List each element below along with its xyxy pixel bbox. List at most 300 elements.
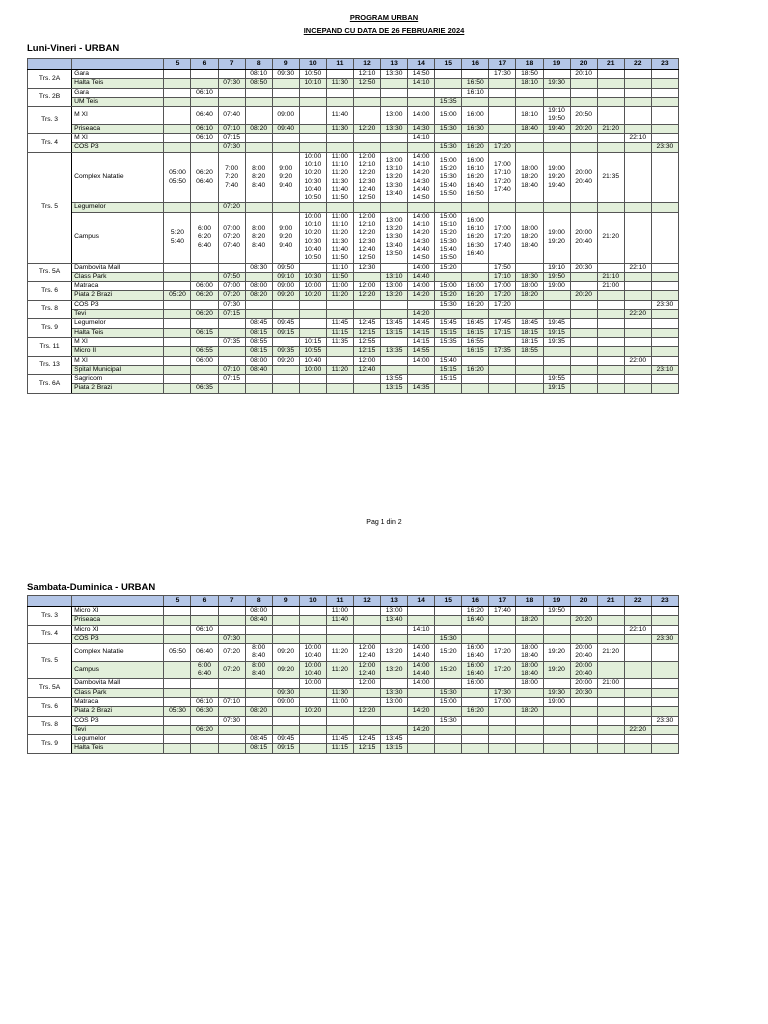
departure-time-cell [543, 365, 570, 374]
departure-time-cell [597, 300, 624, 309]
departure-time-cell [570, 282, 597, 291]
departure-time-cell: 19:30 [543, 688, 570, 697]
departure-time-cell [164, 725, 191, 734]
departure-time-cell [408, 688, 435, 697]
departure-time-cell: 14:00 [408, 263, 435, 272]
departure-time-cell: 16:20 [462, 143, 489, 152]
departure-time-cell: 15:30 [435, 716, 462, 725]
departure-time-cell: 12:00 [353, 356, 380, 365]
departure-time-cell: 17:00 17:10 17:20 17:40 [489, 152, 516, 203]
departure-time-cell [164, 688, 191, 697]
schedule-row [28, 319, 679, 328]
departure-time-cell: 12:45 [353, 735, 380, 744]
departure-time-cell [489, 716, 516, 725]
departure-time-cell [326, 134, 353, 143]
departure-time-cell [353, 697, 380, 706]
departure-time-cell: 15:00 15:20 15:30 15:40 15:50 [435, 152, 462, 203]
header-route-cell [28, 596, 72, 607]
departure-time-cell: 09:20 [272, 644, 299, 662]
departure-time-cell [597, 337, 624, 346]
stop-name: Legumelor [72, 319, 164, 328]
departure-time-cell [462, 725, 489, 734]
departure-time-cell: 15:20 [435, 644, 462, 662]
departure-time-cell: 16:15 [462, 328, 489, 337]
route-label: Trs. 13 [28, 356, 72, 375]
departure-time-cell [299, 88, 326, 97]
departure-time-cell: 15:30 [435, 124, 462, 133]
departure-time-cell [299, 616, 326, 625]
schedule-row [28, 107, 679, 125]
departure-time-cell [624, 152, 651, 203]
departure-time-cell: 13:35 [381, 347, 408, 356]
departure-time-cell [299, 634, 326, 643]
departure-time-cell [597, 263, 624, 272]
departure-time-cell: 17:40 [489, 607, 516, 616]
departure-time-cell: 16:20 [462, 365, 489, 374]
departure-time-cell: 14:00 [408, 282, 435, 291]
departure-time-cell [191, 616, 218, 625]
departure-time-cell: 07:15 [218, 310, 245, 319]
route-label: Trs. 5A [28, 263, 72, 282]
departure-time-cell [191, 607, 218, 616]
departure-time-cell [164, 300, 191, 309]
departure-time-cell: 14:10 [408, 625, 435, 634]
departure-time-cell: 06:00 [191, 356, 218, 365]
departure-time-cell [435, 616, 462, 625]
departure-time-cell: 06:20 06:40 [191, 152, 218, 203]
departure-time-cell [245, 143, 272, 152]
departure-time-cell [299, 744, 326, 753]
departure-time-cell [462, 697, 489, 706]
stop-name: Priseaca [72, 124, 164, 133]
departure-time-cell [245, 716, 272, 725]
departure-time-cell: 21:35 [597, 152, 624, 203]
departure-time-cell [516, 365, 543, 374]
stop-name: Spital Municipal [72, 365, 164, 374]
departure-time-cell [597, 688, 624, 697]
departure-time-cell [516, 88, 543, 97]
departure-time-cell: 07:50 [218, 272, 245, 281]
departure-time-cell [516, 688, 543, 697]
departure-time-cell [272, 375, 299, 384]
departure-time-cell: 18:20 [516, 291, 543, 300]
stop-name: Gara [72, 70, 164, 79]
departure-time-cell [570, 319, 597, 328]
departure-time-cell: 20:00 [570, 679, 597, 688]
departure-time-cell [245, 384, 272, 393]
departure-time-cell: 09:20 [272, 356, 299, 365]
departure-time-cell [381, 203, 408, 212]
hour-header-20: 20 [570, 596, 597, 607]
departure-time-cell [245, 697, 272, 706]
departure-time-cell: 17:20 [489, 661, 516, 679]
stop-name: Gara [72, 88, 164, 97]
departure-time-cell [624, 319, 651, 328]
departure-time-cell: 08:00 [245, 607, 272, 616]
departure-time-cell [381, 134, 408, 143]
departure-time-cell: 08:10 [245, 70, 272, 79]
departure-time-cell [218, 70, 245, 79]
departure-time-cell [299, 203, 326, 212]
departure-time-cell [651, 744, 678, 753]
departure-time-cell [218, 356, 245, 365]
departure-time-cell [624, 337, 651, 346]
stop-name: Tevi [72, 310, 164, 319]
header-row [28, 59, 679, 70]
schedule-row [28, 625, 679, 634]
departure-time-cell [326, 707, 353, 716]
departure-time-cell [651, 97, 678, 106]
departure-time-cell: 17:10 [489, 272, 516, 281]
departure-time-cell: 11:10 [326, 263, 353, 272]
departure-time-cell [218, 88, 245, 97]
departure-time-cell: 08:20 [245, 707, 272, 716]
hour-header-12: 12 [353, 596, 380, 607]
departure-time-cell: 12:30 [353, 263, 380, 272]
departure-time-cell: 13:30 [381, 124, 408, 133]
departure-time-cell [299, 97, 326, 106]
departure-time-cell: 06:35 [191, 384, 218, 393]
departure-time-cell [570, 328, 597, 337]
stop-name: Piata 2 Brazi [72, 291, 164, 300]
departure-time-cell [326, 310, 353, 319]
departure-time-cell: 16:40 [462, 616, 489, 625]
departure-time-cell [408, 203, 435, 212]
departure-time-cell [597, 375, 624, 384]
departure-time-cell [651, 679, 678, 688]
departure-time-cell [353, 616, 380, 625]
departure-time-cell [245, 88, 272, 97]
departure-time-cell [651, 152, 678, 203]
departure-time-cell [651, 725, 678, 734]
departure-time-cell [462, 716, 489, 725]
departure-time-cell [462, 70, 489, 79]
departure-time-cell: 7:00 7:20 7:40 [218, 152, 245, 203]
hour-header-21: 21 [597, 596, 624, 607]
departure-time-cell: 15:20 [435, 263, 462, 272]
departure-time-cell [353, 143, 380, 152]
stop-name: Matraca [72, 697, 164, 706]
departure-time-cell [624, 203, 651, 212]
departure-time-cell: 17:00 [489, 282, 516, 291]
hour-header-19: 19 [543, 596, 570, 607]
departure-time-cell: 10:00 [299, 365, 326, 374]
departure-time-cell: 15:00 [435, 107, 462, 125]
departure-time-cell [651, 661, 678, 679]
departure-time-cell: 13:00 [381, 607, 408, 616]
departure-time-cell [624, 661, 651, 679]
departure-time-cell: 16:00 16:40 [462, 661, 489, 679]
departure-time-cell [218, 97, 245, 106]
schedule-row [28, 143, 679, 152]
departure-time-cell: 14:00 [408, 679, 435, 688]
departure-time-cell [516, 356, 543, 365]
departure-time-cell: 16:50 [462, 79, 489, 88]
departure-time-cell: 06:20 [191, 725, 218, 734]
departure-time-cell [489, 134, 516, 143]
departure-time-cell [651, 735, 678, 744]
departure-time-cell: 10:55 [299, 347, 326, 356]
stop-name: COS P3 [72, 143, 164, 152]
departure-time-cell [624, 124, 651, 133]
departure-time-cell [462, 735, 489, 744]
departure-time-cell [191, 679, 218, 688]
departure-time-cell: 12:40 [353, 365, 380, 374]
departure-time-cell: 08:55 [245, 337, 272, 346]
departure-time-cell: 15:00 [435, 282, 462, 291]
departure-time-cell [543, 310, 570, 319]
departure-time-cell: 09:10 [272, 272, 299, 281]
departure-time-cell: 06:10 [191, 88, 218, 97]
departure-time-cell [543, 735, 570, 744]
hour-header-9: 9 [272, 59, 299, 70]
departure-time-cell: 18:15 [516, 328, 543, 337]
departure-time-cell [435, 384, 462, 393]
stop-name: Legumelor [72, 735, 164, 744]
departure-time-cell: 10:50 [299, 70, 326, 79]
departure-time-cell: 12:00 12:40 [353, 661, 380, 679]
stop-name: M XI [72, 337, 164, 346]
departure-time-cell: 13:55 [381, 375, 408, 384]
schedule-row [28, 375, 679, 384]
departure-time-cell [326, 70, 353, 79]
departure-time-cell [570, 716, 597, 725]
departure-time-cell: 08:20 [245, 291, 272, 300]
departure-time-cell: 18:00 18:20 18:40 [516, 152, 543, 203]
schedule-row [28, 679, 679, 688]
departure-time-cell [326, 375, 353, 384]
departure-time-cell: 11:00 11:10 11:20 11:30 11:40 11:50 [326, 212, 353, 263]
stop-name: Legumelor [72, 203, 164, 212]
departure-time-cell [435, 744, 462, 753]
departure-time-cell [381, 634, 408, 643]
schedule-row [28, 203, 679, 212]
schedule-row [28, 688, 679, 697]
departure-time-cell: 15:30 [435, 634, 462, 643]
departure-time-cell: 19:10 [543, 263, 570, 272]
departure-time-cell [299, 375, 326, 384]
departure-time-cell [651, 384, 678, 393]
departure-time-cell [543, 70, 570, 79]
hour-header-5: 5 [164, 59, 191, 70]
schedule-row [28, 79, 679, 88]
departure-time-cell [408, 616, 435, 625]
departure-time-cell: 21:20 [597, 124, 624, 133]
departure-time-cell: 06:40 [191, 644, 218, 662]
departure-time-cell: 23:30 [651, 300, 678, 309]
departure-time-cell [218, 347, 245, 356]
departure-time-cell: 14:00 14:10 14:20 14:30 14:40 14:50 [408, 212, 435, 263]
departure-time-cell: 15:20 [435, 661, 462, 679]
departure-time-cell [597, 134, 624, 143]
departure-time-cell [543, 725, 570, 734]
schedule-row [28, 310, 679, 319]
departure-time-cell [164, 625, 191, 634]
stop-name: M XI [72, 107, 164, 125]
departure-time-cell: 17:20 [489, 300, 516, 309]
schedule-row [28, 697, 679, 706]
hour-header-6: 6 [191, 596, 218, 607]
departure-time-cell [218, 625, 245, 634]
stop-name: Dambovita Mall [72, 679, 164, 688]
departure-time-cell [651, 644, 678, 662]
departure-time-cell: 17:15 [489, 328, 516, 337]
schedule-row [28, 661, 679, 679]
stop-name: COS P3 [72, 300, 164, 309]
departure-time-cell [516, 143, 543, 152]
departure-time-cell: 13:45 [381, 735, 408, 744]
departure-time-cell: 14:30 [408, 124, 435, 133]
departure-time-cell [597, 725, 624, 734]
departure-time-cell [651, 134, 678, 143]
departure-time-cell [381, 300, 408, 309]
departure-time-cell: 16:20 [462, 707, 489, 716]
departure-time-cell: 12:00 12:40 [353, 644, 380, 662]
departure-time-cell [489, 124, 516, 133]
departure-time-cell: 13:00 13:20 13:30 13:40 13:50 [381, 212, 408, 263]
route-label: Trs. 9 [28, 319, 72, 338]
hour-header-11: 11 [326, 596, 353, 607]
schedule-row [28, 707, 679, 716]
departure-time-cell [381, 356, 408, 365]
departure-time-cell: 11:40 [326, 107, 353, 125]
departure-time-cell [191, 744, 218, 753]
departure-time-cell [624, 679, 651, 688]
departure-time-cell [408, 143, 435, 152]
departure-time-cell: 07:40 [218, 107, 245, 125]
departure-time-cell [462, 634, 489, 643]
departure-time-cell: 21:10 [597, 272, 624, 281]
departure-time-cell [435, 679, 462, 688]
departure-time-cell: 10:30 [299, 272, 326, 281]
departure-time-cell [272, 79, 299, 88]
departure-time-cell: 22:10 [624, 134, 651, 143]
departure-time-cell: 08:40 [245, 365, 272, 374]
departure-time-cell [218, 607, 245, 616]
departure-time-cell [272, 143, 299, 152]
departure-time-cell [489, 88, 516, 97]
departure-time-cell [489, 356, 516, 365]
schedule-row [28, 282, 679, 291]
departure-time-cell [435, 607, 462, 616]
schedule-row [28, 735, 679, 744]
departure-time-cell: 08:00 [245, 356, 272, 365]
departure-time-cell: 11:00 11:10 11:20 11:30 11:40 11:50 [326, 152, 353, 203]
departure-time-cell: 19:30 [543, 79, 570, 88]
departure-time-cell [597, 107, 624, 125]
departure-time-cell: 18:00 18:20 18:40 [516, 212, 543, 263]
departure-time-cell: 23:10 [651, 365, 678, 374]
departure-time-cell: 08:15 [245, 328, 272, 337]
departure-time-cell [381, 263, 408, 272]
schedule-row [28, 616, 679, 625]
departure-time-cell [516, 300, 543, 309]
route-label: Trs. 8 [28, 300, 72, 319]
departure-time-cell: 21:20 [597, 644, 624, 662]
departure-time-cell [272, 365, 299, 374]
departure-time-cell [245, 310, 272, 319]
departure-time-cell: 22:20 [624, 310, 651, 319]
route-label: Trs. 6 [28, 697, 72, 716]
departure-time-cell [218, 707, 245, 716]
departure-time-cell [408, 607, 435, 616]
departure-time-cell: 13:00 [381, 697, 408, 706]
hour-header-15: 15 [435, 596, 462, 607]
departure-time-cell [543, 625, 570, 634]
stop-name: Sagricom [72, 375, 164, 384]
hour-header-20: 20 [570, 59, 597, 70]
hour-header-11: 11 [326, 59, 353, 70]
departure-time-cell: 11:15 [326, 328, 353, 337]
departure-time-cell: 07:30 [218, 300, 245, 309]
departure-time-cell: 06:55 [191, 347, 218, 356]
departure-time-cell: 15:30 [435, 688, 462, 697]
departure-time-cell [299, 143, 326, 152]
departure-time-cell [489, 616, 516, 625]
departure-time-cell [326, 88, 353, 97]
departure-time-cell: 17:30 [489, 688, 516, 697]
departure-time-cell [326, 97, 353, 106]
departure-time-cell: 11:30 [326, 79, 353, 88]
departure-time-cell [462, 203, 489, 212]
departure-time-cell [624, 644, 651, 662]
departure-time-cell [408, 716, 435, 725]
departure-time-cell [272, 310, 299, 319]
departure-time-cell: 13:15 [381, 384, 408, 393]
stop-name: Micro II [72, 347, 164, 356]
departure-time-cell [597, 707, 624, 716]
departure-time-cell [516, 203, 543, 212]
departure-time-cell [164, 634, 191, 643]
hour-header-16: 16 [462, 596, 489, 607]
departure-time-cell: 23:30 [651, 143, 678, 152]
departure-time-cell [597, 384, 624, 393]
hour-header-17: 17 [489, 596, 516, 607]
schedule-row [28, 725, 679, 734]
departure-time-cell [299, 263, 326, 272]
departure-time-cell: 08:45 [245, 735, 272, 744]
departure-time-cell [570, 697, 597, 706]
departure-time-cell [543, 356, 570, 365]
departure-time-cell [489, 625, 516, 634]
schedule-row [28, 212, 679, 263]
departure-time-cell: 14:10 [408, 79, 435, 88]
departure-time-cell [353, 607, 380, 616]
schedule-row [28, 607, 679, 616]
schedule-row [28, 716, 679, 725]
departure-time-cell: 20:30 [570, 263, 597, 272]
departure-time-cell: 10:40 [299, 356, 326, 365]
departure-time-cell [543, 134, 570, 143]
departure-time-cell [353, 375, 380, 384]
departure-time-cell [462, 272, 489, 281]
departure-time-cell [462, 625, 489, 634]
departure-time-cell [543, 143, 570, 152]
departure-time-cell: 16:00 16:10 16:20 16:30 16:40 [462, 212, 489, 263]
departure-time-cell: 20:00 20:40 [570, 644, 597, 662]
departure-time-cell [164, 365, 191, 374]
departure-time-cell [381, 337, 408, 346]
stop-name: COS P3 [72, 716, 164, 725]
hour-header-22: 22 [624, 596, 651, 607]
departure-time-cell [164, 203, 191, 212]
stop-name: Piata 2 Brazi [72, 384, 164, 393]
departure-time-cell [624, 107, 651, 125]
departure-time-cell [435, 707, 462, 716]
departure-time-cell: 18:30 [516, 272, 543, 281]
departure-time-cell [462, 384, 489, 393]
departure-time-cell [299, 607, 326, 616]
